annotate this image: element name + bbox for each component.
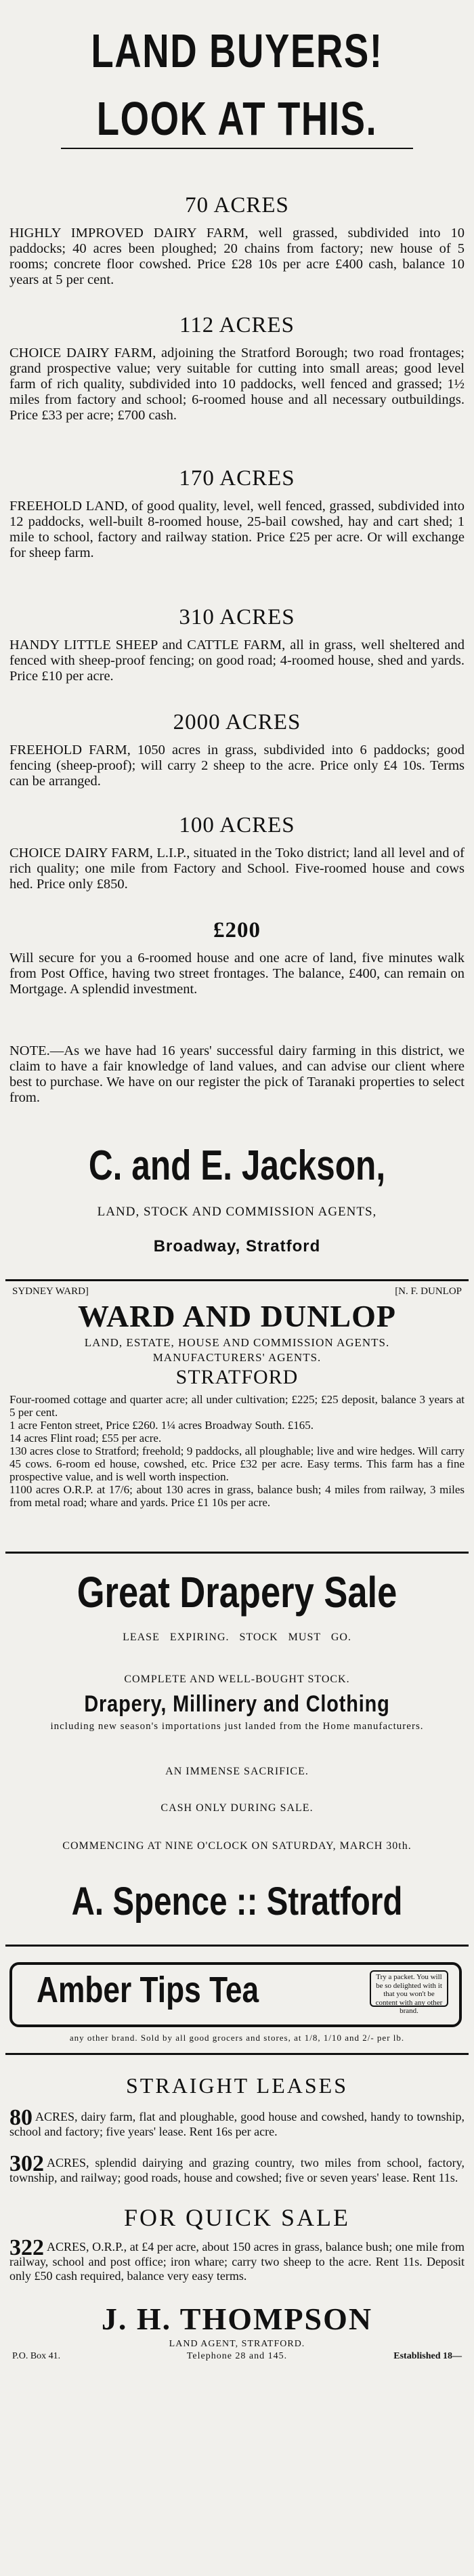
amber-tips-line: any other brand. Sold by all good grocers and stores, at 1/8, 1/10 and 2/- per lb. [69,2033,405,2043]
ward-line: 1 acre Fenton street, Price £260. 1¼ acres Broadway South. £165. [9,1419,314,1432]
thompson-item2 [9,2151,465,2185]
firm-name: C. and E. Jackson, [88,1142,386,1189]
thompson-established: Established 18— [393,2351,462,2361]
ward-line: 14 acres Flint road; £55 per acre. [9,1432,162,1445]
item-text: ACRES, dairy farm, flat and ploughable, good house and cowshed, handy to township, school and factory; five years' lease. Rent 16s per acre. [9,2110,465,2138]
listing-text: HIGHLY IMPROVED DAIRY FARM, well grassed, subdivided into 10 paddocks; 40 acres been ploughed; 20 chains from factory; new house of 5 rooms; concrete floor cowshed. Price £28 10s per acre £400 cash, balance 10 years at 5 per cent. [9,226,465,287]
headline-divider [61,148,413,149]
divider [5,1279,469,1281]
item-text: ACRES, O.R.P., at £4 per acre, about 150 acres in grass, balance bush; one mile from railway, school and post office; iron whare; carry two sheep to the acre. Rent 11s. Deposit only £50 cash required, balance very easy terms. [9,2240,465,2283]
spence-line7: COMMENCING AT NINE O'CLOCK ON SATURDAY, MARCH 30th. [62,1840,412,1852]
listing-text: CHOICE DAIRY FARM, L.I.P., situated in the Toko district; land all level and of rich quality; one mile from Factory and School. Five-roomed house and cows hed. Price only £850. [9,846,465,892]
item-number: 322 [9,2235,44,2260]
thompson-sub2: Telephone 28 and 145. [186,2351,288,2361]
listing-heading: 2000 ACRES [173,710,301,734]
partner-right: [N. F. DUNLOP [395,1286,462,1297]
thompson-pobox: P.O. Box 41. [12,2351,61,2361]
ward-dunlop-sub2: MANUFACTURERS' AGENTS. [152,1351,322,1364]
ward-line: Four-roomed cottage and quarter acre; all under cultivation; £225; £25 deposit, balance 3 years at 5 per cent. [9,1393,465,1419]
thompson-sub1: LAND AGENT, STRATFORD. [169,2339,305,2349]
listing-heading: 100 ACRES [179,813,295,837]
firm-subtitle: LAND, STOCK AND COMMISSION AGENTS, [97,1205,377,1219]
listing-text: FREEHOLD LAND, of good quality, level, well fenced, grassed, subdivided into 12 paddocks, well-built 8-roomed house, 25-bail cowshed, hay and cart shed; 1 mile to school, factory and railway station. Price £25 per acre. Or will exchange for sheep farm. [9,499,465,560]
spence-line5: AN IMMENSE SACRIFICE. [165,1766,309,1777]
item-text: ACRES, splendid dairying and grazing country, two miles from school, factory, township, and railway; good roads, house and cowshed; five or seven years' lease. Rent 11s. [9,2156,465,2184]
straight-leases-heading: STRAIGHT LEASES [126,2073,348,2098]
thompson-item1 [9,2105,465,2139]
firm-address: Broadway, Stratford [153,1237,321,1255]
note-text: NOTE.—As we have had 16 years' successful dairy farming in this district, we claim to have a fair knowledge of land values, and can advise our client where best to purchase. We have on our register the pick of Taranaki properties to select from. [9,1043,465,1105]
spence-line4: including new season's importations just landed from the Home manufacturers. [50,1721,424,1732]
listing-heading: 310 ACRES [179,605,295,629]
item-number: 302 [9,2151,44,2176]
thompson-name: J. H. THOMPSON [101,2302,373,2336]
listing-heading: 112 ACRES [179,313,295,337]
listing-text: CHOICE DAIRY FARM, adjoining the Stratford Borough; two road frontages; grand prospective value; very suitable for cutting into small areas; good level farm of rich quality, subdivided into 10 paddocks, well fenced and grassed; 1½ miles from factory and school; 6-roomed house and all necessary outbuildings. Price £33 per acre; £700 cash. [9,346,465,423]
quick-sale-heading: FOR QUICK SALE [123,2204,351,2231]
partner-left: SYDNEY WARD] [12,1286,89,1297]
amber-tips-title: Amber Tips Tea [37,1970,259,2010]
thompson-item3 [9,2235,465,2283]
divider [5,1945,469,1947]
ward-line: 130 acres close to Stratford; freehold; 9 paddocks, all ploughable; live and wire hedges. Will carry 45 cows. 6-room ed house, cowshed, etc. Price £32 per acre. Easy terms. This farm has a fine prospective value, and is well worth inspection. [9,1445,465,1483]
drapery-sale-title: Great Drapery Sale [77,1568,397,1617]
ward-dunlop-lines [9,1393,465,1509]
amber-tips-box [9,1962,462,2027]
divider [5,1552,469,1554]
ward-dunlop-sub1: LAND, ESTATE, HOUSE AND COMMISSION AGENTS. [84,1336,390,1349]
listing-text: HANDY LITTLE SHEEP and CATTLE FARM, all in grass, well sheltered and fenced with sheep-proof fencing; on good road; 4-roomed house, shed and yards. Price £10 per acre. [9,638,465,684]
amber-tips-tag: Try a packet. You will be so delighted with it that you won't be content with any other brand. [370,1970,448,2007]
listing-heading: 170 ACRES [179,466,295,491]
headline-look-at-this: LOOK AT THIS. [96,92,378,145]
headline-land-buyers: LAND BUYERS! [91,24,383,77]
spence-line2: COMPLETE AND WELL-BOUGHT STOCK. [124,1674,350,1685]
listing-text: Will secure for you a 6-roomed house and one acre of land, five minutes walk from Post Office, having two street frontages. The balance, £400, can remain on Mortgage. A splendid investment. [9,951,465,997]
listing-heading: £200 [213,918,261,942]
item-number: 80 [9,2105,33,2130]
spence-line6: CASH ONLY DURING SALE. [160,1802,314,1814]
spence-footer: A. Spence :: Stratford [71,1879,403,1924]
listing-heading: 70 ACRES [185,193,289,217]
ward-line: 1100 acres O.R.P. at 17/6; about 130 acres in grass, balance bush; 4 miles from railway, 3 miles from metal road; whare and yards. Price £1 10s per acre. [9,1483,465,1509]
spence-line3: Drapery, Millinery and Clothing [84,1691,390,1717]
ward-dunlop-title: WARD AND DUNLOP [78,1299,396,1333]
listing-text: FREEHOLD FARM, 1050 acres in grass, subdivided into 6 paddocks; good fencing (sheep-proof); will carry 2 sheep to the acre. Price only £4 10s. Terms can be arranged. [9,743,465,789]
ward-dunlop-town: STRATFORD [175,1366,299,1388]
divider [5,2053,469,2055]
spence-line1: LEASE EXPIRING. STOCK MUST GO. [123,1632,351,1643]
